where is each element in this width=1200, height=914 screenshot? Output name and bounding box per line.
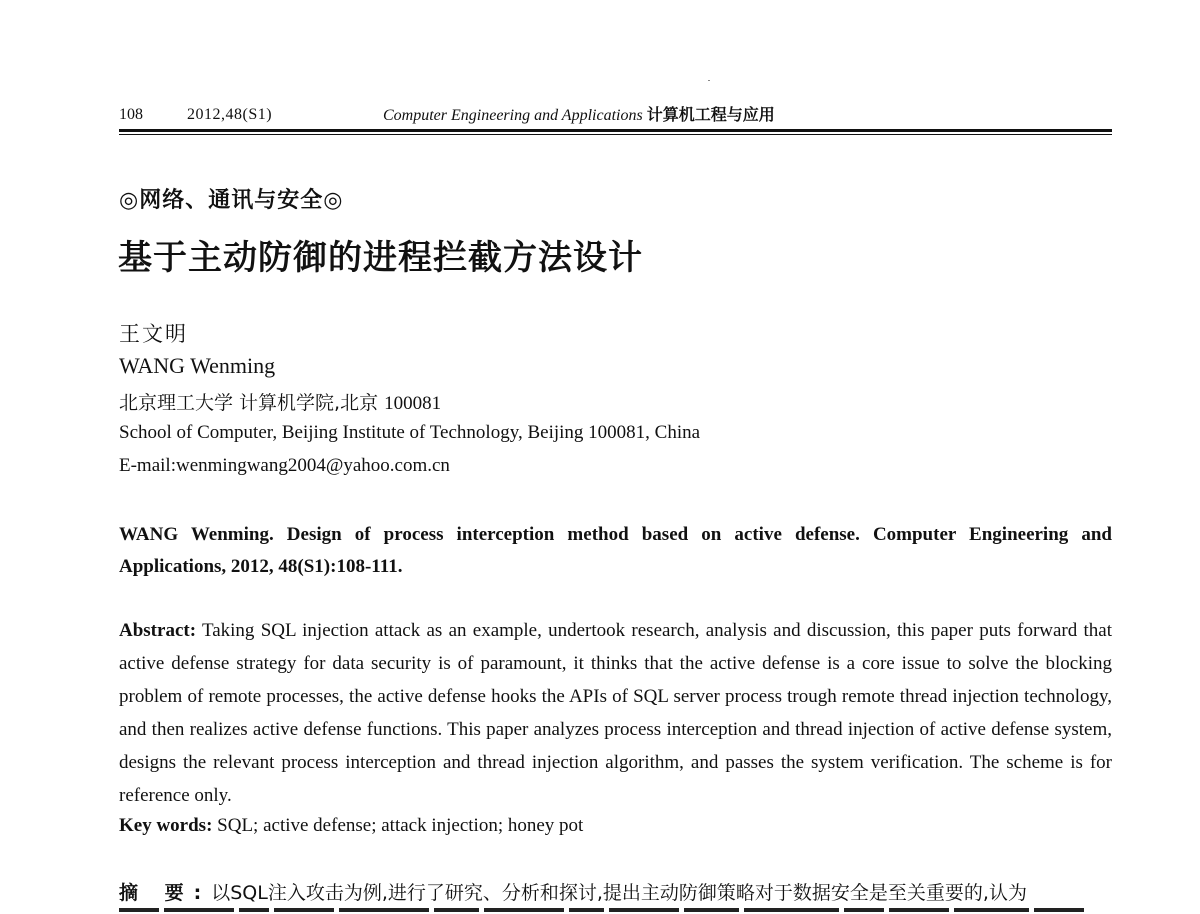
page-number: 108 (119, 106, 143, 123)
affiliation-en: School of Computer, Beijing Institute of Technology, Beijing 100081, China (119, 422, 701, 443)
abstract (119, 614, 1112, 812)
section-tag: ◎网络、通讯与安全◎ (119, 188, 344, 213)
affiliation-cn (119, 388, 441, 415)
issue-info: 2012,48(S1) (187, 106, 273, 123)
affiliation-cn-text: 北京理工大学 计算机学院,北京 (119, 392, 379, 414)
keywords (119, 812, 1112, 840)
author-name-cn: 王文明 (119, 322, 188, 346)
header-rule-thick (119, 129, 1112, 132)
scan-mark (708, 80, 710, 81)
journal-title (383, 104, 775, 127)
keywords-text: SQL; active defense; attack injection; honey pot (212, 815, 584, 836)
journal-title-cn: 计算机工程与应用 (646, 105, 775, 124)
keywords-label: Key words: (119, 815, 213, 836)
author-email: E-mail:wenmingwang2004@yahoo.com.cn (119, 455, 450, 476)
paper-title: 基于主动防御的进程拦截方法设计 (118, 238, 643, 278)
abstract-cn-label: 摘 要: (119, 882, 212, 904)
abstract-cn (119, 876, 1119, 910)
abstract-text: Taking SQL injection attack as an example, undertook research, analysis and discussion, this paper puts forward that active defense strategy for data security is of paramount, it thinks that the active defense is a core issue to solve the blocking problem of remote processes, the active defense hooks the APIs of SQL server process trough remote thread injection technology, and then realizes active defense functions. This paper analyzes process interception and thread injection of active defense system, designs the relevant process interception and thread injection algorithm, and passes the system verification. The scheme is for reference only. (119, 620, 1112, 806)
affiliation-postcode: 100081 (384, 393, 442, 414)
journal-title-en: Computer Engineering and Applications (383, 107, 643, 124)
running-header (119, 104, 1112, 128)
cut-off-text-line (119, 908, 1112, 914)
citation: WANG Wenming. Design of process interception method based on active defense. Computer Engineering and Applications, 2012, 48(S1):108-111. (119, 524, 1112, 577)
abstract-cn-text: 以SQL注入攻击为例,进行了研究、分析和探讨,提出主动防御策略对于数据安全是至关重要的,认为 (211, 882, 1027, 904)
header-rule-thin (119, 134, 1112, 135)
abstract-label: Abstract: (119, 620, 197, 641)
author-name-en: WANG Wenming (119, 353, 276, 378)
